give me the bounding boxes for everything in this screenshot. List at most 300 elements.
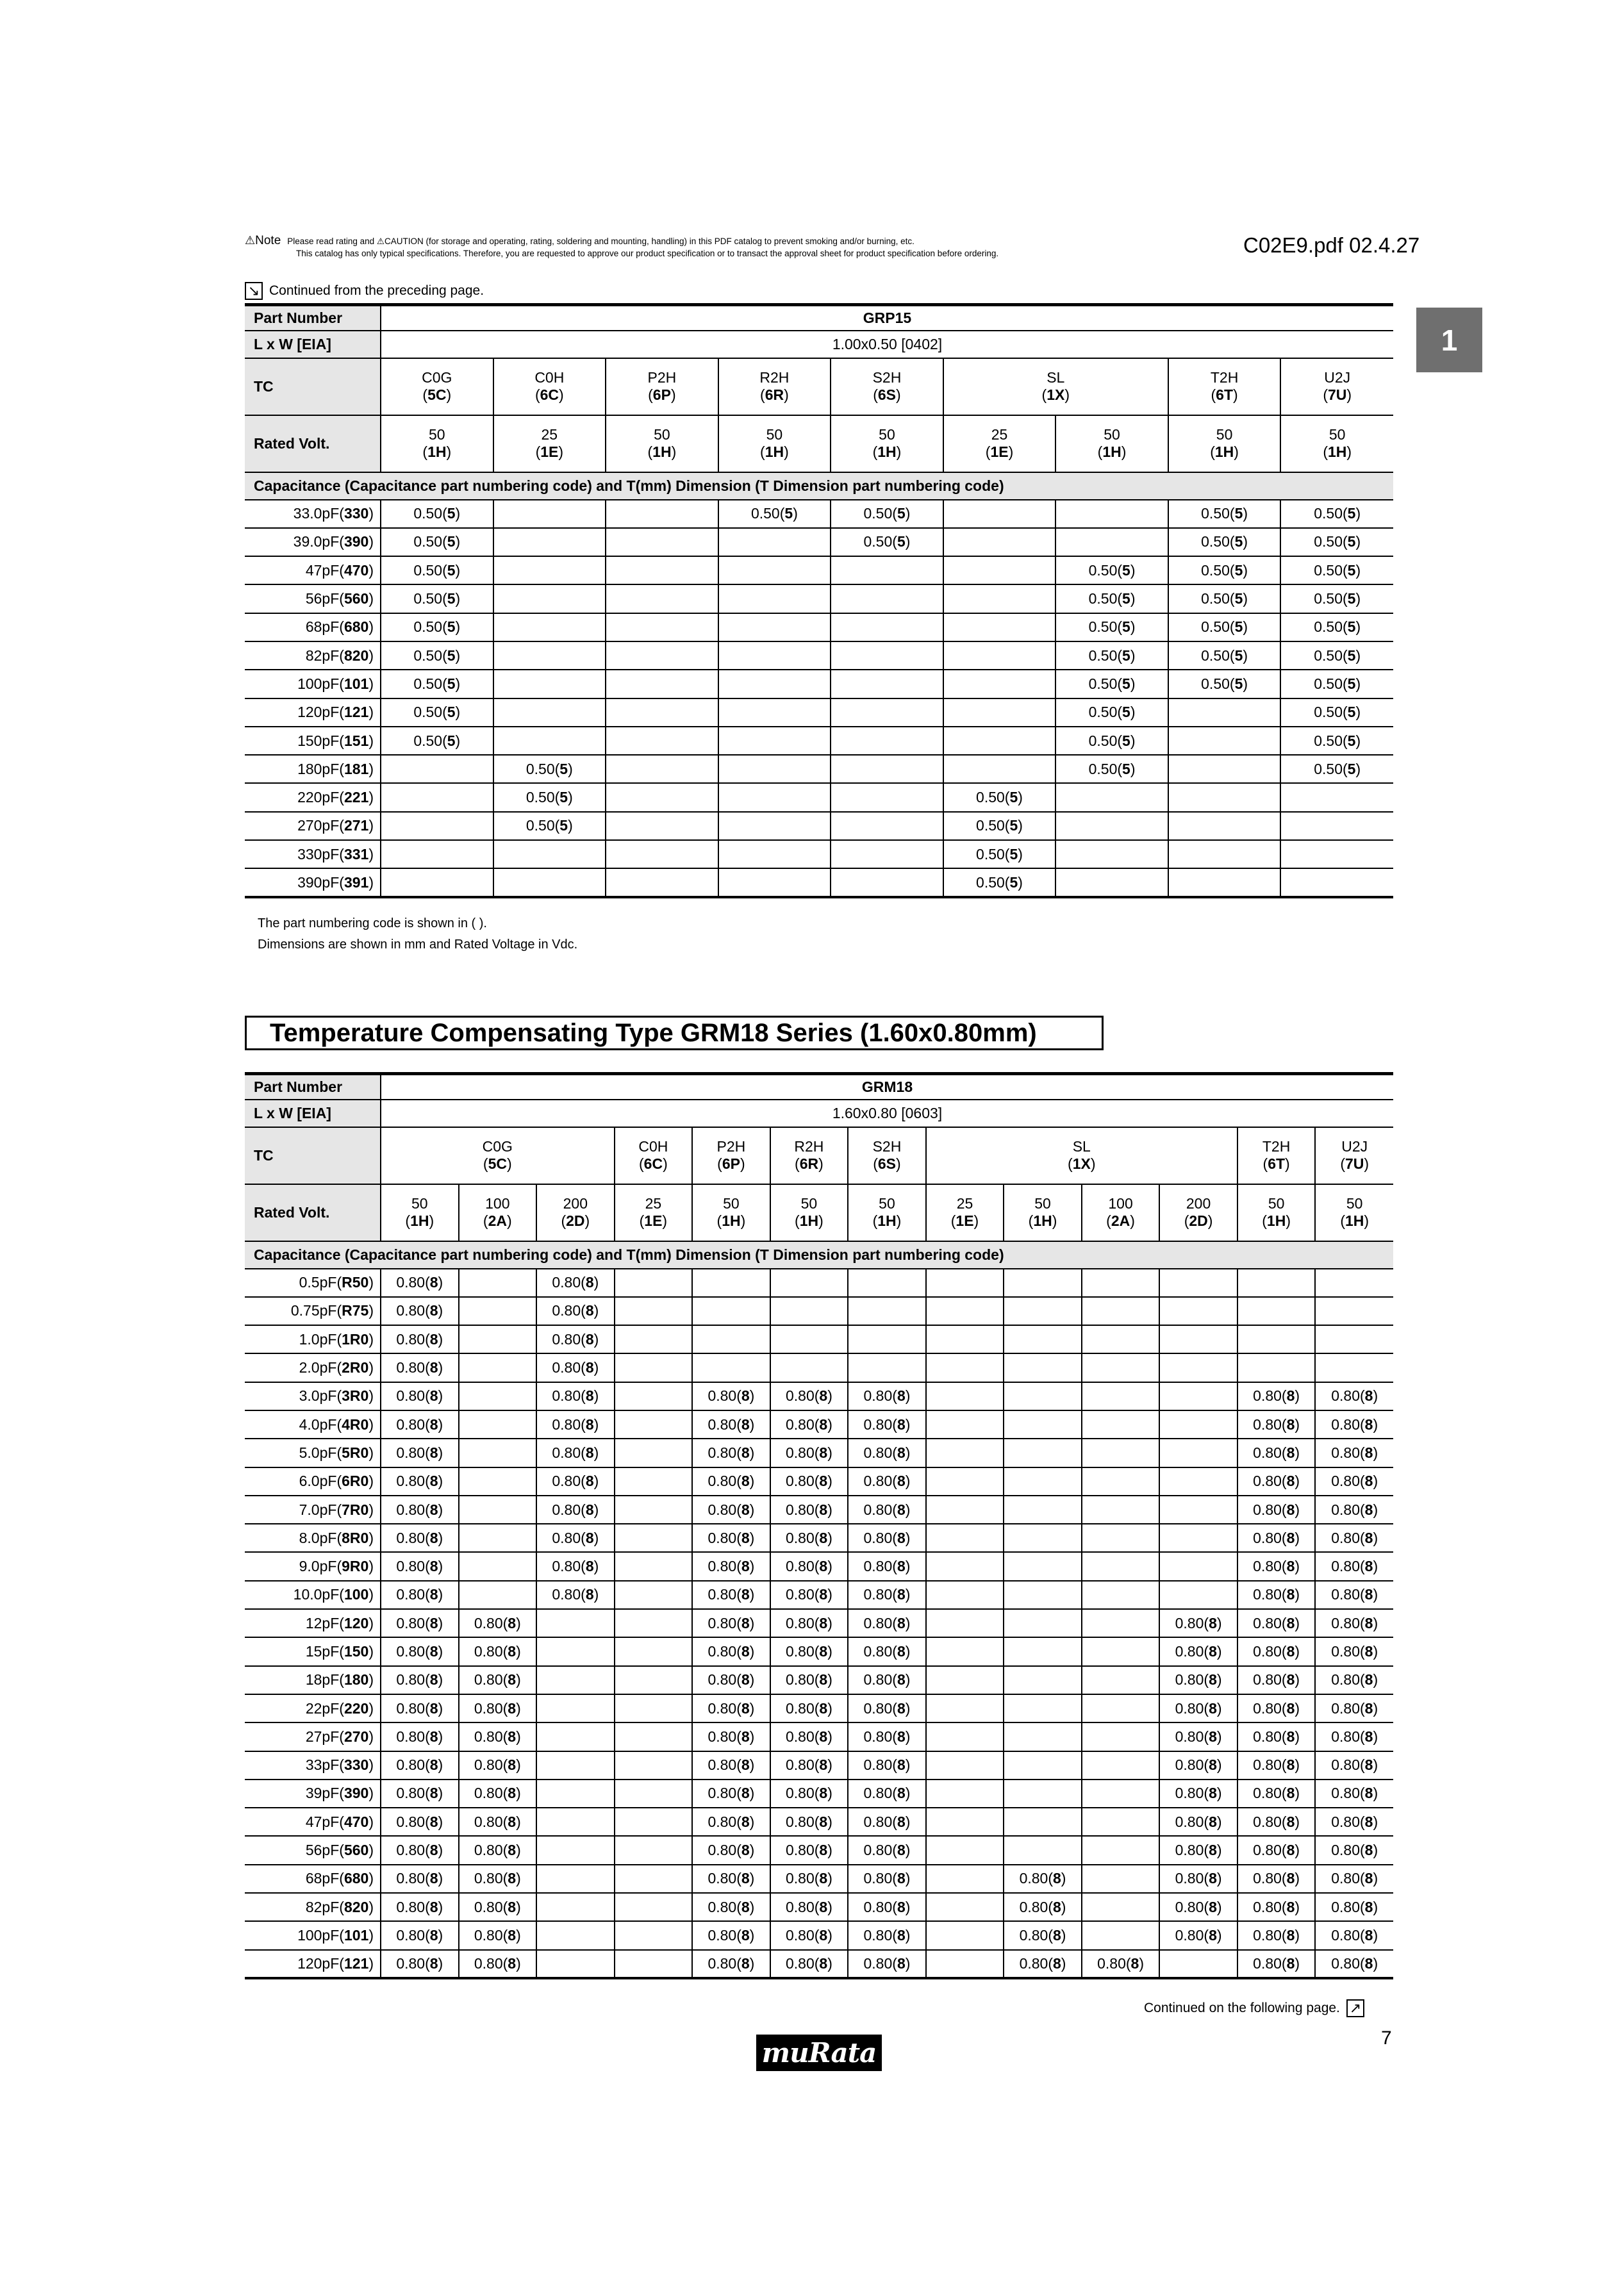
dimension-code: 8 <box>897 1842 906 1859</box>
dimension-cell <box>831 613 943 641</box>
dimension-code: 8 <box>1364 1529 1373 1546</box>
table-row <box>245 1524 1393 1552</box>
rated-volt-cell <box>1004 1184 1082 1241</box>
dimension-code: 8 <box>741 1529 750 1546</box>
dimension-cell <box>1159 1496 1237 1524</box>
capacitance-label: 180pF(181) <box>245 755 381 783</box>
dimension-value: 0.80(8) <box>552 1529 599 1546</box>
tc-name: P2H <box>647 369 677 386</box>
dimension-code: 8 <box>897 1416 906 1433</box>
table-row <box>245 840 1393 868</box>
capacitance-code: 121 <box>343 704 369 721</box>
dimension-cell <box>459 1780 537 1808</box>
dimension-code: 5 <box>447 647 456 664</box>
dimension-cell <box>1159 1325 1237 1353</box>
rated-volt-cell <box>459 1184 537 1241</box>
dimension-cell <box>770 1780 848 1808</box>
capacitance-label: 1.0pF(1R0) <box>245 1325 381 1353</box>
table-row <box>245 613 1393 641</box>
dimension-cell <box>926 1609 1004 1637</box>
capacitance-header-row <box>245 1241 1393 1269</box>
dimension-cell <box>606 556 718 584</box>
dimension-code: 5 <box>1122 590 1130 607</box>
dimension-cell <box>1004 1467 1082 1496</box>
note-line-1: Please read rating and ⚠CAUTION (for storage and operating, rating, soldering and mounting, handling) in this PDF catalog to prevent smoking and/or burning, etc. <box>287 236 914 246</box>
table-row <box>245 1410 1393 1439</box>
dimension-code: 8 <box>508 1643 517 1660</box>
dimension-cell <box>381 868 493 896</box>
dimension-cell <box>848 1439 926 1467</box>
dimension-value: 0.80(8) <box>1175 1756 1222 1774</box>
dimension-cell <box>1159 1382 1237 1410</box>
dimension-cell <box>1315 1496 1393 1524</box>
dimension-value: 0.80(8) <box>552 1473 599 1490</box>
tc-c0h <box>615 1127 693 1184</box>
table-row <box>245 698 1393 727</box>
dimension-value: 0.80(8) <box>863 1785 911 1802</box>
dimension-code: 5 <box>1122 675 1130 692</box>
capacitance-value: 39pF <box>305 1785 340 1802</box>
dimension-code: 8 <box>429 1699 438 1717</box>
capacitance-value: 220pF <box>297 789 340 806</box>
dimension-cell <box>692 1921 770 1949</box>
dimension-code: 8 <box>897 1954 906 1972</box>
dimension-cell <box>1237 1353 1316 1382</box>
dimension-value: 0.80(8) <box>708 1586 755 1603</box>
dimension-cell <box>493 613 606 641</box>
dimension-value: 0.50(5) <box>1314 618 1361 636</box>
dimension-value: 0.80(8) <box>1175 1926 1222 1944</box>
dimension-cell <box>1168 783 1281 811</box>
dimension-value: 0.80(8) <box>1253 1387 1300 1405</box>
tc-code: (5C) <box>483 1155 512 1172</box>
capacitance-label: 56pF(560) <box>245 1836 381 1864</box>
dimension-code: 8 <box>1286 1671 1295 1689</box>
dimension-cell <box>536 1524 615 1552</box>
dimension-cell <box>718 868 831 896</box>
dimension-code: 8 <box>741 1643 750 1660</box>
dimension-value: 0.80(8) <box>474 1926 521 1944</box>
volt-code-value: 1H <box>799 1212 819 1229</box>
dimension-code: 8 <box>429 1813 438 1830</box>
dimension-code: 8 <box>897 1756 906 1774</box>
dimension-cell <box>1055 783 1168 811</box>
dimension-value: 0.80(8) <box>474 1756 521 1774</box>
capacitance-value: 10.0pF <box>293 1586 340 1603</box>
dimension-cell <box>1280 727 1393 755</box>
capacitance-label: 3.0pF(3R0) <box>245 1382 381 1410</box>
volt-value: 50 <box>766 426 783 443</box>
dimension-value: 0.80(8) <box>396 1926 443 1944</box>
dimension-value: 0.50(5) <box>1314 533 1361 550</box>
dimension-code: 8 <box>429 1501 438 1518</box>
dimension-cell <box>459 1269 537 1297</box>
dimension-value: 0.50(5) <box>976 873 1023 891</box>
dimension-cell <box>1237 1496 1316 1524</box>
dimension-cell <box>926 1410 1004 1439</box>
dimension-code: 8 <box>819 1558 828 1575</box>
dimension-cell <box>1004 1439 1082 1467</box>
dimension-cell <box>770 1950 848 1978</box>
dimension-code: 8 <box>1364 1444 1373 1461</box>
dimension-cell <box>1168 812 1281 840</box>
dimension-cell <box>1280 641 1393 670</box>
dimension-cell <box>1055 812 1168 840</box>
dimension-code: 5 <box>559 789 568 806</box>
dimension-cell <box>615 1524 693 1552</box>
dimension-cell <box>381 1722 459 1751</box>
rated-volt-label: Rated Volt. <box>245 415 381 472</box>
dimension-value: 0.80(8) <box>785 1643 832 1660</box>
size-label: L x W [EIA] <box>245 1100 381 1127</box>
file-info: C02E9.pdf 02.4.27 <box>1243 233 1420 257</box>
tc-c0h <box>493 358 606 415</box>
tc-code-value: 6C <box>643 1155 663 1172</box>
volt-code-value: 1H <box>427 443 447 460</box>
dimension-code: 8 <box>741 1416 750 1433</box>
dimension-code: 5 <box>1122 561 1130 579</box>
dimension-code: 8 <box>1364 1643 1373 1660</box>
dimension-cell <box>1159 1694 1237 1722</box>
capacitance-label: 390pF(391) <box>245 868 381 896</box>
capacitance-code: 391 <box>343 873 369 891</box>
dimension-cell <box>536 1808 615 1836</box>
dimension-cell <box>848 1410 926 1439</box>
dimension-cell <box>1237 1893 1316 1921</box>
dimension-code: 8 <box>741 1898 750 1915</box>
dimension-cell <box>606 584 718 613</box>
dimension-cell <box>606 783 718 811</box>
dimension-cell <box>1082 1780 1160 1808</box>
capacitance-code: 271 <box>343 817 369 834</box>
dimension-code: 8 <box>429 1473 438 1490</box>
tc-label: TC <box>245 1127 381 1184</box>
dimension-code: 5 <box>1347 675 1356 692</box>
table-row <box>245 1808 1393 1836</box>
dimension-cell <box>1315 1808 1393 1836</box>
dimension-code: 5 <box>1009 817 1018 834</box>
dimension-value: 0.80(8) <box>474 1699 521 1717</box>
dimension-code: 5 <box>1347 704 1356 721</box>
dimension-cell <box>1159 1836 1237 1864</box>
dimension-cell <box>606 840 718 868</box>
dimension-value: 0.80(8) <box>1097 1954 1144 1972</box>
dimension-value: 0.80(8) <box>785 1813 832 1830</box>
dimension-value: 0.80(8) <box>1253 1954 1300 1972</box>
section-tab-number: 1 <box>1416 308 1482 372</box>
table-row <box>245 1722 1393 1751</box>
dimension-value: 0.80(8) <box>1331 1586 1378 1603</box>
dimension-cell <box>926 1666 1004 1694</box>
dimension-cell <box>606 670 718 698</box>
dimension-cell <box>1004 1552 1082 1580</box>
dimension-cell <box>926 1496 1004 1524</box>
dimension-cell <box>1004 1694 1082 1722</box>
dimension-code: 8 <box>819 1387 828 1405</box>
dimension-cell <box>536 1269 615 1297</box>
dimension-cell <box>459 1353 537 1382</box>
dimension-cell <box>493 670 606 698</box>
dimension-cell <box>926 1297 1004 1325</box>
volt-code-value: 1H <box>765 443 784 460</box>
dimension-code: 8 <box>1364 1785 1373 1802</box>
dimension-cell <box>718 500 831 528</box>
dimension-code: 8 <box>585 1302 594 1319</box>
dimension-value: 0.80(8) <box>474 1842 521 1859</box>
dimension-cell <box>1315 1694 1393 1722</box>
capacitance-code: 120 <box>343 1614 369 1631</box>
dimension-cell <box>1004 1637 1082 1665</box>
capacitance-code: 270 <box>343 1728 369 1745</box>
dimension-code: 8 <box>897 1501 906 1518</box>
volt-code: (1H) <box>716 1212 746 1229</box>
tc-t2h <box>1168 358 1281 415</box>
capacitance-value: 68pF <box>305 618 340 636</box>
part-number-label: Part Number <box>245 1074 381 1100</box>
dimension-cell <box>848 1921 926 1949</box>
dimension-code: 5 <box>447 533 456 550</box>
capacitance-value: 120pF <box>297 1954 340 1972</box>
dimension-cell <box>615 1382 693 1410</box>
dimension-cell <box>493 584 606 613</box>
continued-on-notice <box>1144 1999 1364 2017</box>
dimension-code: 8 <box>1364 1842 1373 1859</box>
dimension-cell <box>381 1439 459 1467</box>
dimension-cell <box>1159 1751 1237 1780</box>
capacitance-label: 33.0pF(330) <box>245 500 381 528</box>
dimension-cell <box>831 783 943 811</box>
dimension-value: 0.50(5) <box>750 505 798 522</box>
tc-code-value: 6R <box>765 386 784 403</box>
dimension-code: 8 <box>1209 1842 1217 1859</box>
dimension-value: 0.50(5) <box>1201 590 1248 607</box>
dimension-cell <box>606 868 718 896</box>
dimension-cell <box>1004 1353 1082 1382</box>
volt-code: (1H) <box>1262 1212 1291 1229</box>
dimension-value: 0.80(8) <box>863 1473 911 1490</box>
dimension-value: 0.80(8) <box>1253 1898 1300 1915</box>
dimension-cell <box>615 1836 693 1864</box>
table-row <box>245 1780 1393 1808</box>
dimension-value: 0.50(5) <box>413 732 461 749</box>
dimension-cell <box>1237 1581 1316 1609</box>
capacitance-code: 390 <box>343 1785 369 1802</box>
dimension-cell <box>943 500 1056 528</box>
dimension-code: 8 <box>429 1586 438 1603</box>
volt-value: 50 <box>800 1195 818 1212</box>
volt-value: 50 <box>1268 1195 1285 1212</box>
dimension-cell <box>536 1722 615 1751</box>
dimension-value: 0.80(8) <box>396 1302 443 1319</box>
dimension-code: 8 <box>429 1529 438 1546</box>
dimension-cell <box>1055 868 1168 896</box>
dimension-cell <box>943 727 1056 755</box>
dimension-cell <box>770 1808 848 1836</box>
table-row <box>245 1439 1393 1467</box>
dimension-code: 8 <box>585 1529 594 1546</box>
dimension-value: 0.80(8) <box>708 1473 755 1490</box>
dimension-code: 8 <box>819 1501 828 1518</box>
capacitance-label: 15pF(150) <box>245 1637 381 1665</box>
dimension-cell <box>615 1581 693 1609</box>
dimension-cell <box>848 1297 926 1325</box>
volt-code-value: 1E <box>644 1212 663 1229</box>
dimension-cell <box>381 1921 459 1949</box>
dimension-code: 8 <box>429 1756 438 1774</box>
dimension-cell <box>848 1694 926 1722</box>
dimension-value: 0.80(8) <box>863 1699 911 1717</box>
dimension-cell <box>459 1836 537 1864</box>
dimension-code: 8 <box>508 1699 517 1717</box>
table-row <box>245 1893 1393 1921</box>
dimension-code: 5 <box>447 590 456 607</box>
dimension-code: 8 <box>1209 1756 1217 1774</box>
dimension-code: 8 <box>1286 1387 1295 1405</box>
dimension-cell <box>1315 1325 1393 1353</box>
dimension-code: 5 <box>1347 505 1356 522</box>
dimension-code: 8 <box>819 1954 828 1972</box>
dimension-cell <box>606 641 718 670</box>
dimension-code: 8 <box>819 1728 828 1745</box>
capacitance-code: 330 <box>343 505 369 522</box>
rated-volt-label: Rated Volt. <box>245 1184 381 1241</box>
dimension-cell <box>770 1581 848 1609</box>
dimension-value: 0.80(8) <box>708 1671 755 1689</box>
capacitance-value: 0.5pF <box>299 1274 337 1291</box>
dimension-code: 8 <box>429 1614 438 1631</box>
capacitance-label: 39pF(390) <box>245 1780 381 1808</box>
volt-value: 50 <box>1328 426 1346 443</box>
capacitance-code: 3R0 <box>342 1387 369 1405</box>
dimension-code: 8 <box>429 1671 438 1689</box>
dimension-cell <box>459 1439 537 1467</box>
dimension-cell <box>1237 1325 1316 1353</box>
dimension-value: 0.80(8) <box>1175 1614 1222 1631</box>
dimension-code: 8 <box>741 1614 750 1631</box>
dimension-code: 8 <box>1364 1416 1373 1433</box>
dimension-code: 8 <box>741 1756 750 1774</box>
dimension-cell <box>848 1467 926 1496</box>
capacitance-value: 82pF <box>305 647 340 664</box>
dimension-cell <box>536 1780 615 1808</box>
dimension-cell <box>536 1865 615 1893</box>
dimension-value: 0.80(8) <box>708 1926 755 1944</box>
dimension-value: 0.80(8) <box>396 1954 443 1972</box>
dimension-code: 8 <box>897 1785 906 1802</box>
volt-value: 50 <box>879 426 895 443</box>
capacitance-value: 47pF <box>305 1813 340 1830</box>
dimension-cell <box>1315 1722 1393 1751</box>
dimension-cell <box>1082 1552 1160 1580</box>
capacitance-label: 0.75pF(R75) <box>245 1297 381 1325</box>
dimension-cell <box>718 755 831 783</box>
capacitance-code: R75 <box>342 1302 369 1319</box>
tc-name: S2H <box>872 369 902 386</box>
dimension-cell <box>381 1353 459 1382</box>
dimension-value: 0.50(5) <box>413 704 461 721</box>
dimension-cell <box>831 812 943 840</box>
dimension-cell <box>692 1609 770 1637</box>
dimension-cell <box>770 1751 848 1780</box>
volt-value: 25 <box>991 426 1008 443</box>
dimension-cell <box>1168 584 1281 613</box>
dimension-cell <box>943 613 1056 641</box>
dimension-cell <box>1315 1581 1393 1609</box>
dimension-code: 8 <box>1053 1926 1061 1944</box>
table-row <box>245 783 1393 811</box>
dimension-cell <box>1237 1865 1316 1893</box>
rated-volt-cell <box>1280 415 1393 472</box>
dimension-code: 8 <box>1286 1728 1295 1745</box>
dimension-cell <box>1315 1666 1393 1694</box>
capacitance-value: 100pF <box>297 1926 340 1944</box>
dimension-cell <box>1168 500 1281 528</box>
tc-name: R2H <box>759 369 790 386</box>
volt-code: (2A) <box>1106 1212 1135 1229</box>
tc-code: (6C) <box>534 386 564 403</box>
dimension-cell <box>536 1609 615 1637</box>
dimension-value: 0.80(8) <box>785 1728 832 1745</box>
dimension-value: 0.50(5) <box>1314 732 1361 749</box>
dimension-cell <box>848 1353 926 1382</box>
dimension-cell <box>1168 840 1281 868</box>
dimension-cell <box>770 1496 848 1524</box>
dimension-cell <box>1082 1325 1160 1353</box>
dimension-cell <box>459 1467 537 1496</box>
dimension-cell <box>848 1666 926 1694</box>
dimension-cell <box>1159 1297 1237 1325</box>
capacitance-value: 18pF <box>305 1671 340 1689</box>
tc-code-value: 6T <box>1268 1155 1286 1172</box>
dimension-cell <box>1082 1353 1160 1382</box>
dimension-cell <box>459 1722 537 1751</box>
capacitance-header: Capacitance (Capacitance part numbering code) and T(mm) Dimension (T Dimension part numbering code) <box>245 472 1393 500</box>
dimension-cell <box>1280 840 1393 868</box>
dimension-code: 8 <box>508 1785 517 1802</box>
dimension-cell <box>1004 1382 1082 1410</box>
dimension-value: 0.80(8) <box>785 1954 832 1972</box>
dimension-code: 5 <box>1234 618 1243 636</box>
dimension-code: 5 <box>1122 760 1130 777</box>
table-row <box>245 584 1393 613</box>
dimension-cell <box>926 1836 1004 1864</box>
capacitance-code: 101 <box>343 675 369 692</box>
dimension-cell <box>1159 1666 1237 1694</box>
dimension-cell <box>536 1836 615 1864</box>
dimension-value: 0.80(8) <box>396 1614 443 1631</box>
volt-code: (2A) <box>483 1212 512 1229</box>
grp15-spec-table <box>245 303 1393 898</box>
dimension-cell <box>606 528 718 556</box>
dimension-cell <box>1315 1382 1393 1410</box>
volt-code: (1H) <box>1210 443 1239 460</box>
dimension-code: 8 <box>1364 1954 1373 1972</box>
dimension-cell <box>536 1353 615 1382</box>
dimension-code: 8 <box>1209 1785 1217 1802</box>
volt-code: (1H) <box>405 1212 434 1229</box>
capacitance-value: 82pF <box>305 1898 340 1915</box>
dimension-cell <box>493 727 606 755</box>
dimension-cell <box>1237 1780 1316 1808</box>
dimension-value: 0.80(8) <box>396 1728 443 1745</box>
tc-code: (6S) <box>873 1155 901 1172</box>
dimension-cell <box>1315 1893 1393 1921</box>
capacitance-value: 68pF <box>305 1870 340 1887</box>
capacitance-code: 820 <box>343 647 369 664</box>
dimension-cell <box>1237 1722 1316 1751</box>
part-number-row <box>245 1074 1393 1100</box>
dimension-cell <box>381 641 493 670</box>
